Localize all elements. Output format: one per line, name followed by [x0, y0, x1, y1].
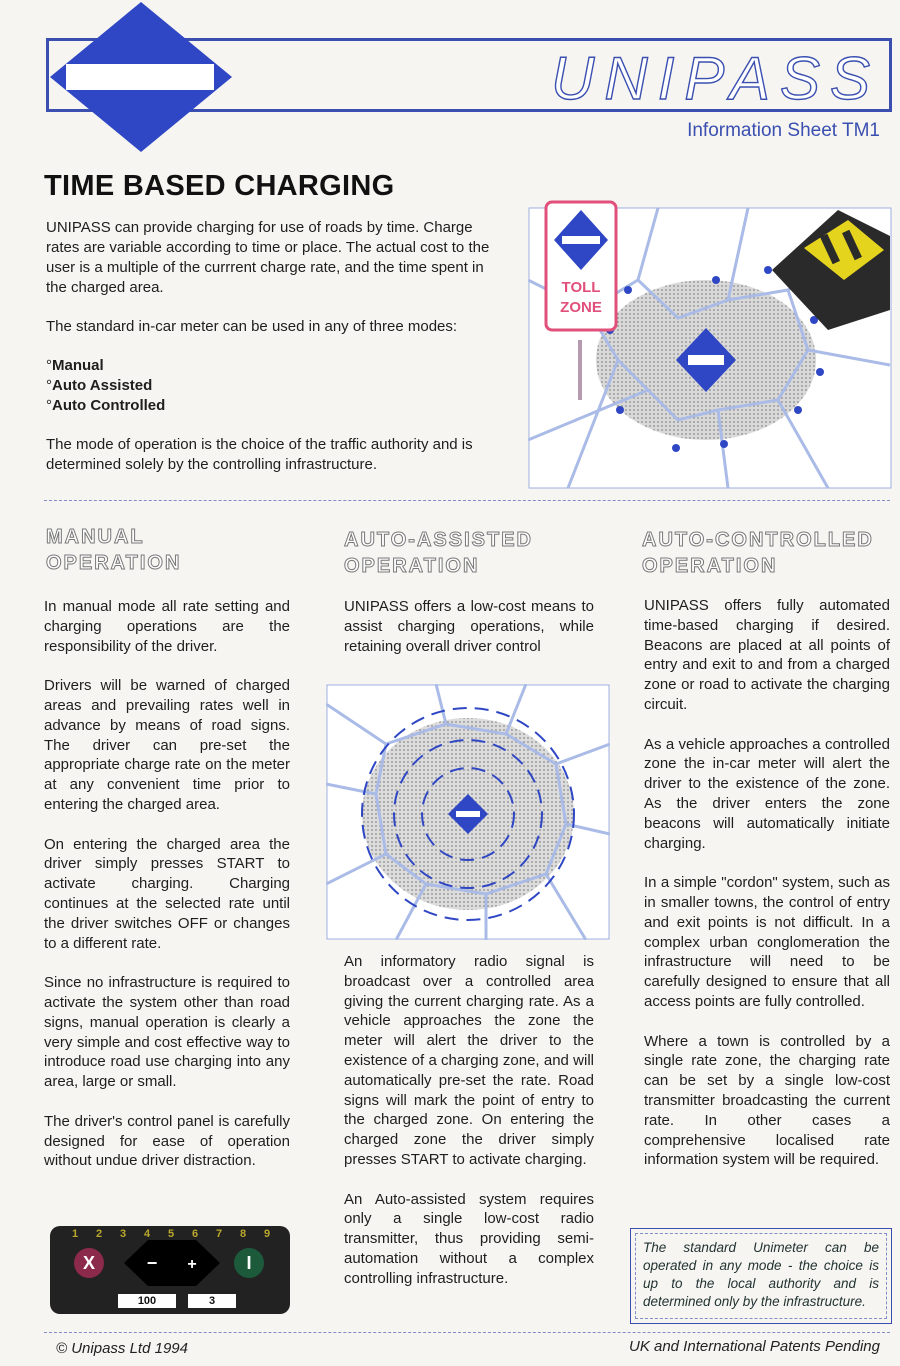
note-text: The standard Unimeter can be operated in any mode - the choice is up to the local authority and is determined only by the infrastructure. [643, 1240, 879, 1309]
assisted-intro: UNIPASS offers a low-cost means to assist charging operations, while retaining overall driver control [344, 598, 594, 655]
intro-paragraph: The standard in-car meter can be used in any of three modes: [46, 318, 458, 335]
panel-number: 1 [72, 1228, 79, 1240]
manual-paragraph: On entering the charged area the driver simply presses START to activate charging. Charging continues at the selected rate until the driver switches OFF or changes to a different rate. [44, 835, 290, 952]
note-inner-border [635, 1233, 887, 1319]
panel-number: 5 [168, 1228, 175, 1240]
controlled-heading [642, 527, 874, 579]
multiplier-display: 3 [188, 1294, 236, 1308]
mode-list [46, 356, 506, 416]
zone-map-illustration [528, 200, 892, 490]
heading-line: OPERATION [344, 555, 480, 577]
intro-paragraph: UNIPASS can provide charging for use of roads by time. Charge rates are variable according to time or place. The actual cost to the user is a multiple of the currrent charge rate, and the time spent in the charged area. [46, 219, 490, 296]
heading-line: AUTO-ASSISTED [344, 529, 533, 551]
manual-paragraph: Since no infrastructure is required to activate the system other than road signs, manual operation is clearly a very simple and cost effective way to introduce road use charging into any area, large or small. [44, 974, 290, 1091]
panel-number: 3 [120, 1228, 127, 1240]
controlled-paragraph: As a vehicle approaches a controlled zone the in-car meter will alert the driver to the existence of the zone. As the driver enters the zone beacons will automatically initiate charging. [644, 735, 890, 852]
heading-line: AUTO-CONTROLLED [642, 529, 874, 551]
assisted-heading [344, 527, 533, 579]
rate-adjust-icon [124, 1240, 220, 1286]
section-divider [44, 500, 890, 501]
driver-control-panel [50, 1226, 290, 1314]
panel-number: 2 [96, 1228, 103, 1240]
controlled-paragraph: Where a town is controlled by a single rate zone, the charging rate can be set by a single low-cost transmitter broadcasting the current rate. In other cases a comprehensive localised rate information system will be required. [644, 1032, 890, 1169]
panel-number: 6 [192, 1228, 199, 1240]
brand-title: UNIPASS [551, 45, 880, 112]
off-button-icon: X [74, 1248, 104, 1278]
start-button-icon: I [234, 1248, 264, 1278]
intro-paragraph: The mode of operation is the choice of the traffic authority and is determined solely by the controlling infrastructure. [46, 436, 473, 473]
heading-line: OPERATION [642, 555, 778, 577]
mode-item: ° Auto Controlled [46, 396, 506, 416]
manual-paragraph: In manual mode all rate setting and charging operations are the responsibility of the driver. [44, 598, 290, 655]
page-title: TIME BASED CHARGING [44, 170, 395, 202]
patents-note: UK and International Patents Pending [628, 1338, 880, 1355]
assisted-paragraph: An Auto-assisted system requires only a single low-cost radio transmitter, thus providing semi-automation without a complex controlling infrastructure. [344, 1190, 594, 1287]
controlled-paragraph: In a simple "cordon" system, such as in smaller towns, the control of entry and exit points is not difficult. In a complex urban conglomeration the infrastructure will need to be carefully designed to ensure that all access points are fully controlled. [644, 874, 890, 1010]
minus-label: − [146, 1253, 158, 1273]
heading-line: OPERATION [46, 552, 182, 574]
toll-sign-label: TOLL [561, 279, 601, 296]
manual-heading [46, 524, 181, 576]
manual-paragraph: Drivers will be warned of charged areas and prevailing rates well in advance by means of road signs. The driver can pre-set the appropriate charge rate on the meter at any convenient time prior to entering the charged area. [44, 677, 290, 813]
controlled-column [644, 596, 890, 1190]
assisted-column [344, 952, 594, 1308]
rate-display: 100 [118, 1294, 176, 1308]
panel-number: 8 [240, 1228, 247, 1240]
plus-label: + [187, 1256, 197, 1273]
controlled-paragraph: UNIPASS offers fully automated time-based charging if desired. Beacons are placed at all points of entry and exit to and from a charged zone or road to activate the charging circuit. [644, 597, 890, 713]
manual-paragraph: The driver's control panel is carefully designed for ease of operation without undue driver distraction. [44, 1112, 290, 1170]
panel-number: 9 [264, 1228, 271, 1240]
intro-text [46, 218, 506, 494]
mode-item: ° Manual [46, 356, 506, 376]
manual-column [44, 597, 290, 1191]
sheet-subtitle: Information Sheet TM1 [687, 120, 880, 141]
assisted-paragraph: An informatory radio signal is broadcast over a controlled area giving the current charging rate. As a vehicle approaches the zone the meter will alert the driver to the existence of a charging zone, and will automatically pre-set the rate. Road signs will mark the point of entry to the charged zone. On entering the charged zone the driver simply presses START to activate charging. [344, 953, 594, 1168]
unipass-logo-diamond [46, 0, 236, 160]
panel-number: 7 [216, 1228, 223, 1240]
panel-number: 4 [144, 1228, 151, 1240]
unimeter-note [630, 1228, 892, 1324]
heading-line: MANUAL [46, 526, 145, 548]
broadcast-zone-illustration [326, 684, 610, 940]
mode-item: ° Auto Assisted [46, 376, 506, 396]
toll-sign-label: ZONE [560, 299, 602, 316]
footer-divider [44, 1332, 890, 1333]
copyright: © Unipass Ltd 1994 [56, 1340, 188, 1357]
